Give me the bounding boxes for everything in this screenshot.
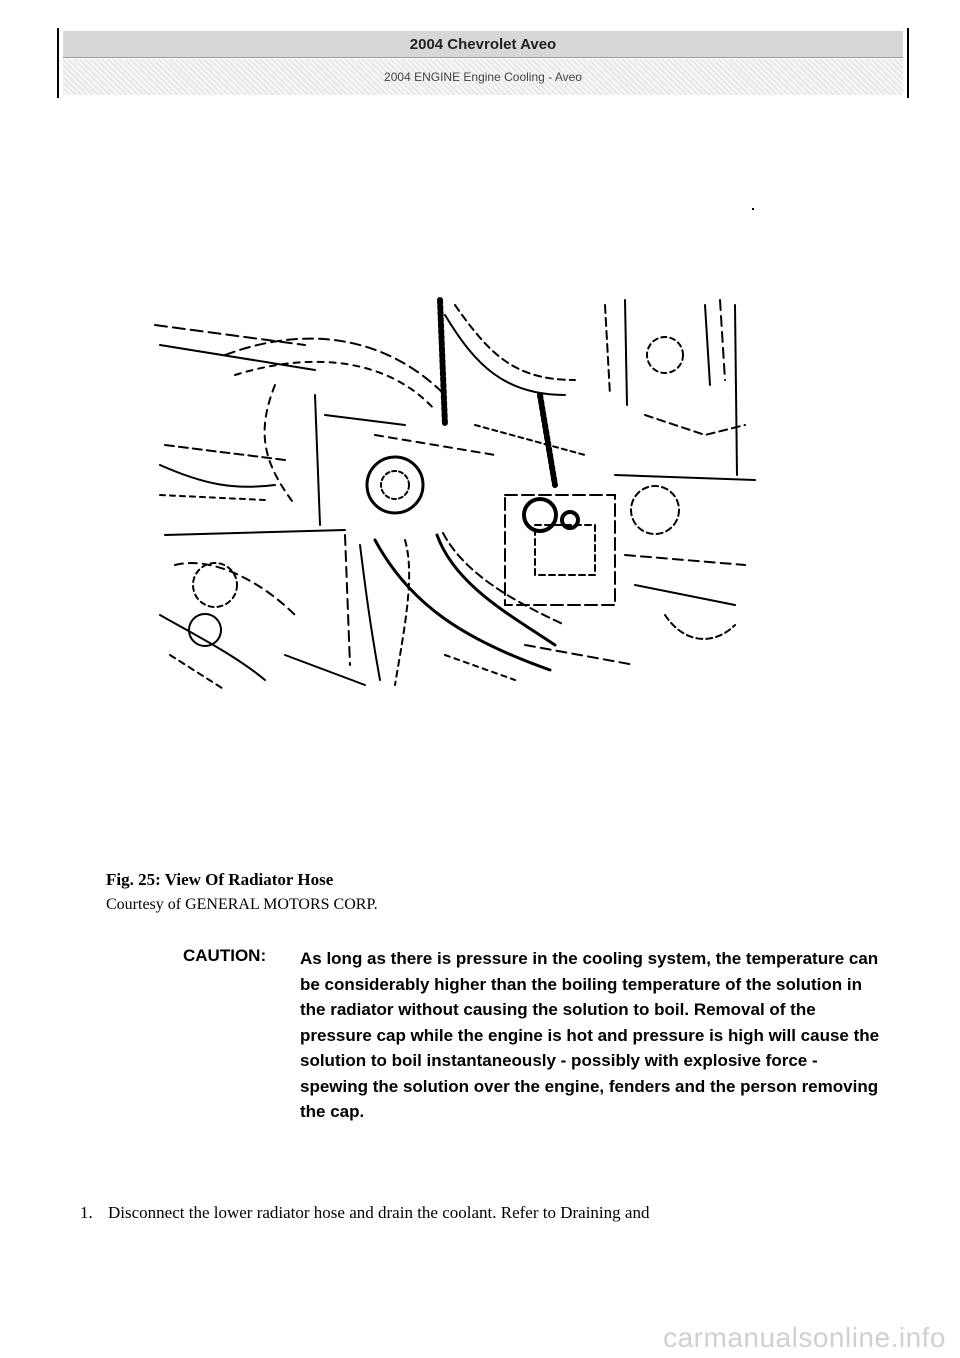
figure-courtesy: Courtesy of GENERAL MOTORS CORP. — [106, 896, 378, 913]
watermark: carmanualsonline.info — [663, 1322, 946, 1353]
header-subtitle: 2004 ENGINE Engine Cooling - Aveo — [63, 59, 903, 95]
caution-label: CAUTION: — [183, 946, 267, 965]
caution-text: As long as there is pressure in the cooling system, the temperature can be considerably higher than the boiling temperature of the solution in the radiator without causing the solution to boil. Removal of the pressure cap while the engine is hot and pressure is high will cause the solution to boil instantaneously - possibly with explosive force - spewing the solution over the engine, fenders and the person removing the cap. — [300, 949, 880, 1121]
figure-caption: Fig. 25: View Of Radiator Hose — [106, 870, 334, 889]
header-title: 2004 Chevrolet Aveo — [63, 31, 903, 58]
stray-dot — [752, 208, 754, 210]
page-header — [57, 28, 909, 98]
step-number: 1. — [80, 1203, 93, 1222]
radiator-hose-illustration — [145, 285, 760, 695]
step-text: Disconnect the lower radiator hose and drain the coolant. Refer to Draining and — [108, 1203, 650, 1222]
